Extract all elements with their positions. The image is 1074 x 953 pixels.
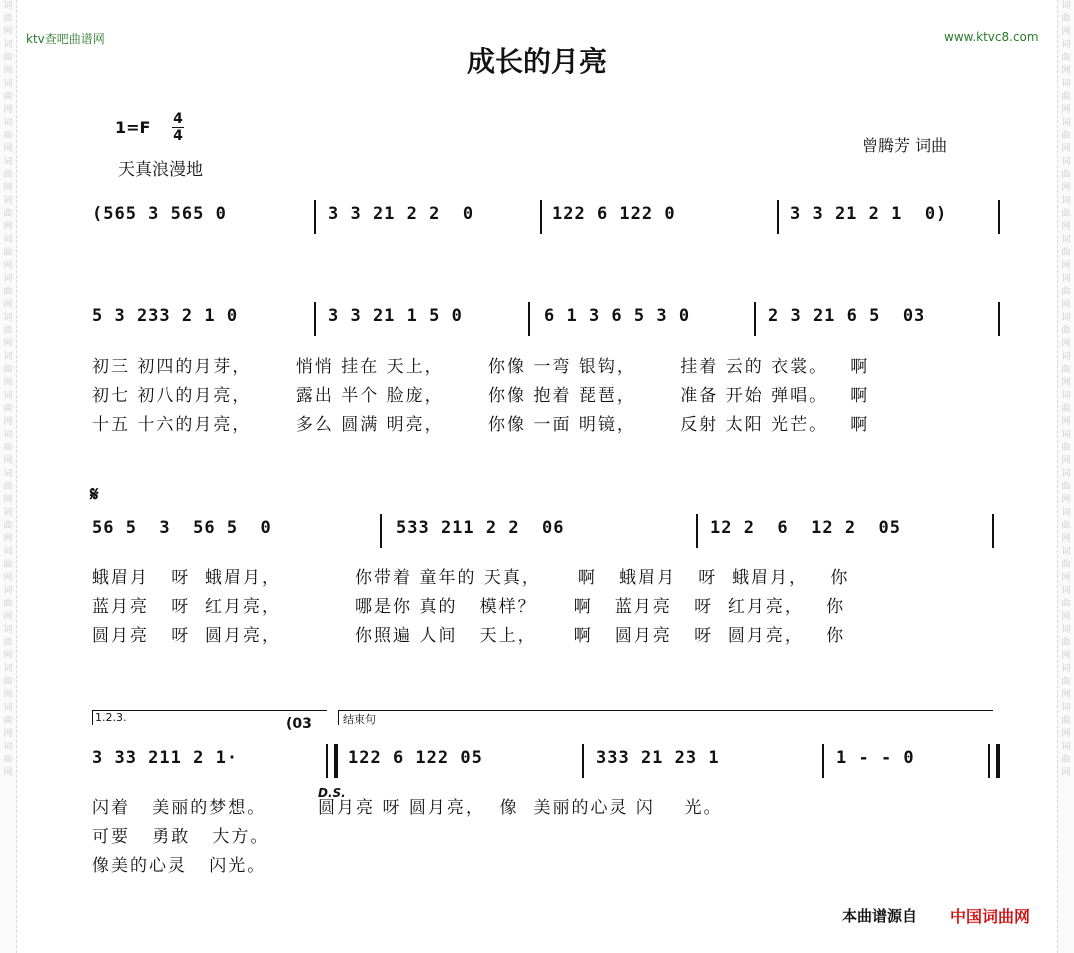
lyric-line: 闪着 美丽的梦想。 圆月亮 呀 圆月亮， 像 美丽的心灵 闪 光。 [92,798,723,818]
measure: 1 - - 0 [836,748,915,768]
barline [992,514,994,548]
author-credit: 曾腾芳 词曲 [862,136,948,155]
lyric-line: 圆月亮 呀 圆月亮， 你照遍 人间 天上， 啊 圆月亮 呀 圆月亮， 你 [92,626,846,646]
measure: 2 3 21 6 5 03 [768,306,926,326]
barline [998,302,1000,336]
measure: 12 2 6 12 2 05 [710,518,901,538]
time-signature-top: 4 [173,111,183,127]
barline [998,200,1000,234]
barline [314,302,316,336]
measure: 5 3 233 2 1 0 [92,306,239,326]
barline [380,514,382,548]
volta-label: 1.2.3. [95,711,127,724]
barline [822,744,824,778]
barline [540,200,542,234]
time-signature [172,112,184,143]
lyric-line: 十五 十六的月亮， 多么 圆满 明亮， 你像 一面 明镜， 反射 太阳 光芒。 啊 [92,415,870,435]
measure: 533 211 2 2 06 [396,518,565,538]
lyric-line: 蛾眉月 呀 蛾眉月， 你带着 童年的 天真， 啊 蛾眉月 呀 蛾眉月， 你 [92,568,850,588]
pickup-notes: (03 [286,716,312,732]
measure: 56 5 3 56 5 0 [92,518,272,538]
ending-label: 结束句 [343,713,376,726]
dal-segno-mark: D.S. [318,786,346,800]
lyric-line: 蓝月亮 呀 红月亮， 哪是你 真的 模样？ 啊 蓝月亮 呀 红月亮， 你 [92,597,846,617]
time-signature-bottom: 4 [173,128,183,144]
measure: 3 3 21 1 5 0 [328,306,463,326]
source-site-link[interactable]: 中国词曲网 [950,907,1031,926]
measure: 3 3 21 2 1 0) [790,204,948,224]
tempo-marking: 天真浪漫地 [118,160,203,180]
staff-row-3 [92,512,1002,548]
lyric-line: 初三 初四的月芽， 悄悄 挂在 天上， 你像 一弯 银钩， 挂着 云的 衣裳。 啊 [92,357,870,377]
song-title: 成长的月亮 [466,45,607,78]
staff-row-1 [92,198,1002,234]
source-label: 本曲谱源自 [842,907,918,925]
ending-bracket [338,710,993,725]
lyric-line: 初七 初八的月亮， 露出 半个 脸庞， 你像 抱着 琵琶， 准备 开始 弹唱。 啊 [92,386,870,406]
barline [314,200,316,234]
repeat-barline [326,744,338,778]
measure: 122 6 122 05 [348,748,483,768]
site-right-label: www.ktvc8.com [944,30,1039,44]
measure: 6 1 3 6 5 3 0 [544,306,691,326]
measure: 3 3 21 2 2 0 [328,204,475,224]
left-watermark-text: 词曲网词曲网词曲网词曲网词曲网词曲网词曲网词曲网词曲网词曲网词曲网词曲网词曲网词曲网词曲网词曲网词曲网词曲网词曲网词曲网 [3,1,13,778]
barline [777,200,779,234]
key-signature: 1=F [115,118,151,137]
lyric-line: 可要 勇敢 大方。 [92,827,270,847]
measure: 3 33 211 2 1· [92,748,239,768]
measure: 122 6 122 0 [552,204,676,224]
measure: (565 3 565 0 [92,204,227,224]
left-watermark-strip [0,0,17,953]
lyric-line: 像美的心灵 闪光。 [92,856,267,876]
right-watermark-text: 词曲网词曲网词曲网词曲网词曲网词曲网词曲网词曲网词曲网词曲网词曲网词曲网词曲网词曲网词曲网词曲网词曲网词曲网词曲网词曲网 [1061,1,1071,778]
barline [582,744,584,778]
measure: 333 21 23 1 [596,748,720,768]
right-watermark-strip [1057,0,1074,953]
site-left-label: ktv查吧曲谱网 [26,32,105,46]
final-barline [988,744,1000,778]
staff-row-2 [92,300,1002,336]
barline [754,302,756,336]
barline [528,302,530,336]
staff-row-4 [92,742,1002,778]
segno-sign: 𝄋 [90,482,99,506]
barline [696,514,698,548]
